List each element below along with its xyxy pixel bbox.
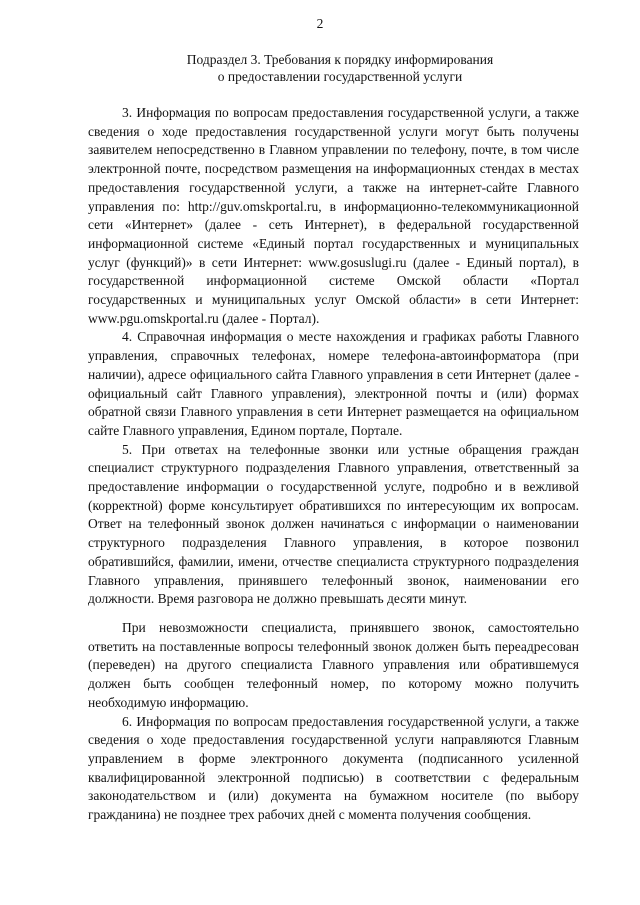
section-heading-line-2: о предоставлении государственной услуги <box>217 69 463 84</box>
paragraph-item-6: 6. Информация по вопросам предоставления государственной услуги, а также сведения о ходе предоставления государственной услуги направляются Главным управлением в форме электронного документа (подписанного усиленной квалифицированной электронной подписью) в соответствии с федеральным законодательством и (или) документа на бумажном носителе (по выбору гражданина) не позднее трех рабочих дней с момента получения сообщения. <box>88 713 579 823</box>
paragraph-item-5: 5. При ответах на телефонные звонки или устные обращения граждан специалист структурного подразделения Главного управления, ответственный за предоставление информации о государственной услуге, подробно и в вежливой (корректной) форме консультирует обратившихся по интересующим их вопросам. Ответ на телефонный звонок должен начинаться с информации о наименовании структурного подразделения Главного управления, в которое позвонил обратившийся, фамилии, имени, отчестве специалиста структурного подразделения Главного управления, принявшего телефонный звонок, наименовании его должности. Время разговора не должно превышать десяти минут. <box>88 441 579 607</box>
section-heading <box>120 51 560 85</box>
paragraph-item-4: 4. Справочная информация о месте нахождения и графиках работы Главного управления, справочных телефонах, номере телефона-автоинформатора (при наличии), адресе официального сайта Главного управления в сети Интернет (далее - официальный сайт Главного управления), электронной почты и (или) формах обратной связи Главного управления в сети Интернет размещается на официальном сайте Главного управления, Едином портале, Портале. <box>88 329 579 438</box>
document-body <box>88 104 579 825</box>
section-heading-line-1: Подраздел 3. Требования к порядку информирования <box>186 52 494 67</box>
paragraph-item-5-continued: При невозможности специалиста, принявшего звонок, самостоятельно ответить на поставленные вопросы телефонный звонок должен быть переадресован (переведен) на другого специалиста Главного управления или обратившемуся должен быть сообщен телефонный номер, по которому можно получить необходимую информацию. <box>88 619 579 710</box>
paragraph-item-3: 3. Информация по вопросам предоставления государственной услуги, а также сведения о ходе предоставления государственной услуги могут быть получены заявителем непосредственно в Главном управлении по телефону, почте, в том числе электронной почте, посредством размещения на информационных стендах в местах предоставления государственной услуги, а также на интернет-сайте Главного управления по: http://guv.omskportal.ru, в информационно-телекоммуникационной сети «Интернет» (далее - сеть Интернет), в федеральной государственной информационной системе «Единый портал государственных и муниципальных услуг (функций)» в сети Интернет: www.gosuslugi.ru (далее - Единый портал), в государственной информационной системе Омской области «Портал государственных и муниципальных услуг Омской области» в сети Интернет: www.pgu.omskportal.ru (далее - Портал). <box>88 105 579 326</box>
page-number: 2 <box>316 16 324 31</box>
